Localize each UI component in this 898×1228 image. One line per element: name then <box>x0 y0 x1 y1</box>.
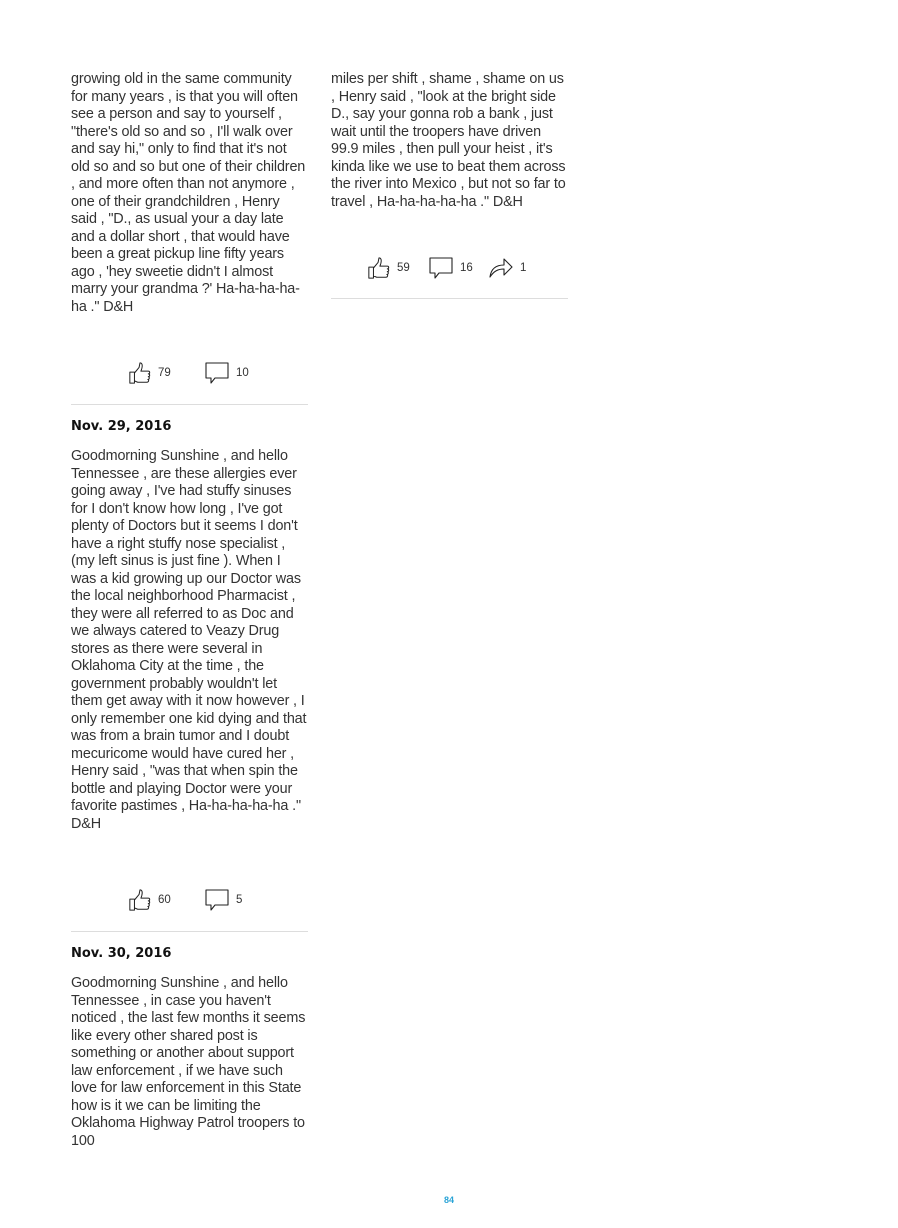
comment-button[interactable] <box>204 359 249 387</box>
comment-button[interactable] <box>204 886 242 914</box>
like-count: 79 <box>158 367 171 379</box>
post-text: miles per shift , shame , shame on us , Henry said , "look at the bright side D., say your gonna rob a bank , just wait until the troopers have driven 99.9 miles , then pull your heist , it's kinda like we use to beat them across the river into Mexico , but not so far to travel , Ha-ha-ha-ha-ha ." D&H <box>331 71 566 210</box>
post-date: Nov. 29, 2016 <box>71 419 172 434</box>
comment-count: 5 <box>236 894 243 906</box>
post-reactions <box>331 254 568 282</box>
post-divider <box>71 404 308 405</box>
like-count: 59 <box>397 262 410 274</box>
comment-count: 16 <box>460 262 473 274</box>
page-number: 84 <box>443 1195 454 1205</box>
thumbs-up-icon <box>128 887 152 913</box>
post-reactions <box>71 886 308 914</box>
thumbs-up-icon <box>128 360 152 386</box>
thumbs-up-icon <box>367 255 391 281</box>
like-button[interactable] <box>128 359 171 387</box>
post-text: Goodmorning Sunshine , and hello Tennessee , in case you haven't noticed , the last few months it seems like every other shared post is something or another about support law enforcement , if we have such love for law enforcement in this State how is it we can be limiting the Oklahoma Highway Patrol troopers to 100 <box>71 975 306 1149</box>
post-reactions <box>71 359 308 387</box>
post-date: Nov. 30, 2016 <box>71 946 172 961</box>
speech-bubble-icon <box>204 887 230 913</box>
speech-bubble-icon <box>204 360 230 386</box>
like-button[interactable] <box>367 254 410 282</box>
like-count: 60 <box>158 894 171 906</box>
speech-bubble-icon <box>428 255 454 281</box>
post-divider <box>331 298 568 299</box>
post-divider <box>71 931 308 932</box>
comment-count: 10 <box>236 367 249 379</box>
post-text: growing old in the same community for many years , is that you will often see a person and say to yourself , "there's old so and so , I'll walk over and say hi," only to find that it's not old so and so but one of their children , and more often than not anymore , one of their grandchildren , Henry said , "D., as usual your a day late and a dollar short , that would have been a great pickup line fifty years ago , 'hey sweetie didn't I almost marry your grandma ?' Ha-ha-ha-ha-ha ." D&H <box>71 71 306 315</box>
comment-button[interactable] <box>428 254 473 282</box>
post-text: Goodmorning Sunshine , and hello Tennessee , are these allergies ever going away , I've had stuffy sinuses for I don't know how long , I've got plenty of Doctors but it seems I don't have a right stuffy nose specialist , (my left sinus is just fine ). When I was a kid growing up our Doctor was the local neighborhood Pharmacist , they were all referred to as Doc and we always catered to Veazy Drug stores as there were several in Oklahoma City at the time , the government probably wouldn't let them get away with it now however , I only remember one kid dying and that was from a brain tumor and I doubt mecuricome would have cured her , Henry said , "was that when spin the bottle and playing Doctor were your favorite pastimes , Ha-ha-ha-ha-ha ." D&H <box>71 448 307 832</box>
share-button[interactable] <box>488 254 526 282</box>
like-button[interactable] <box>128 886 171 914</box>
share-arrow-icon <box>488 255 514 281</box>
share-count: 1 <box>520 262 527 274</box>
